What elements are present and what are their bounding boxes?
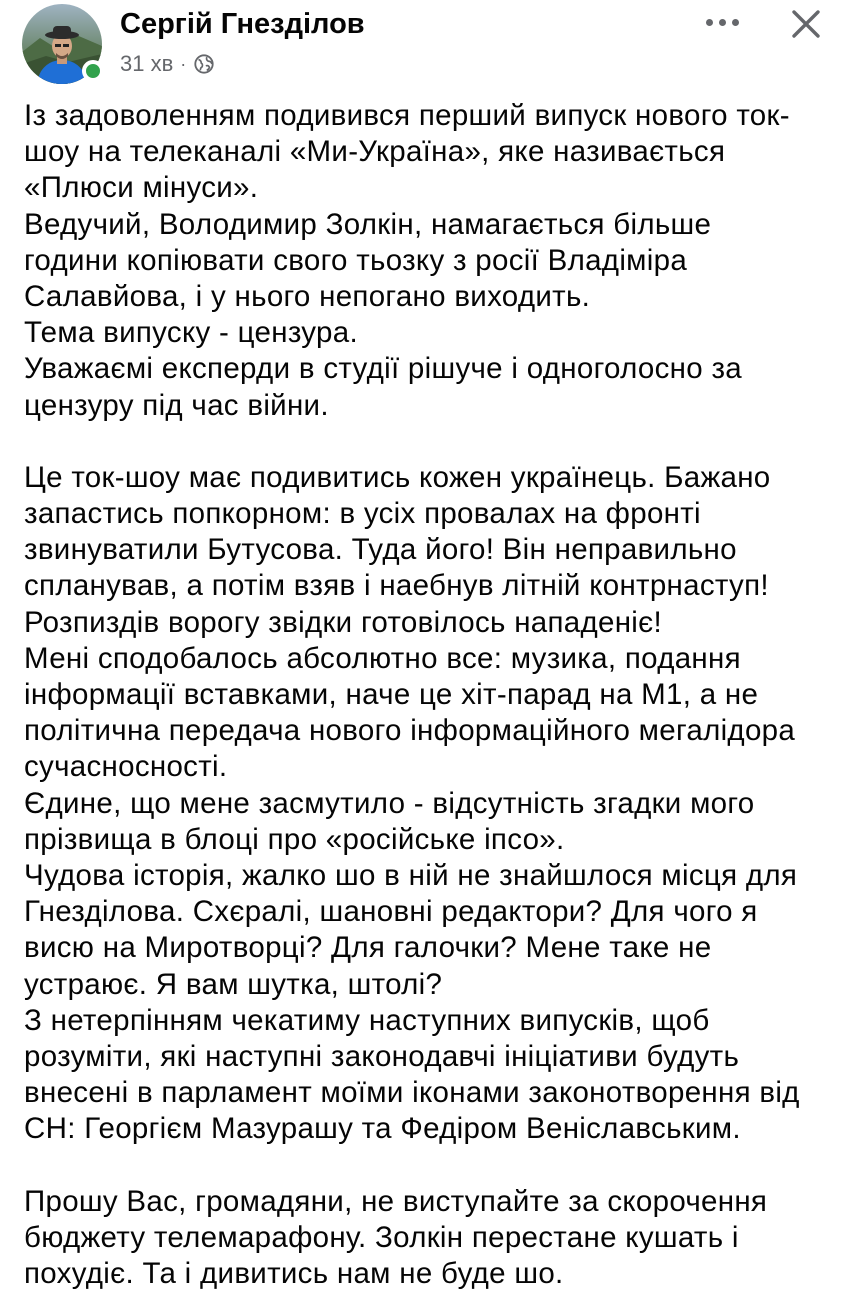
post-meta [120, 50, 215, 78]
post-text-line: Із задоволенням подивився перший випуск нового ток- [24, 99, 790, 132]
post-text-line: Чудова історія, жалко шо в ній не знайшлося місця для [24, 858, 798, 892]
more-options-button[interactable] [700, 8, 744, 36]
post-header [0, 0, 850, 90]
post-text-line: Розпиздів ворогу звідки готовілось нападеніє! [24, 605, 662, 639]
post-text-line: Прошу Вас, громадяни, не виступайте за скорочення [24, 1184, 768, 1218]
post-text-line: похудіє. Та і дивитись нам не буде шо. [24, 1257, 564, 1290]
post-text-line: бюджету телемарафону. Золкін перестане кушать і [24, 1220, 739, 1254]
post-text-line: цензуру під час війни. [24, 388, 329, 422]
post-text-line: політична передача нового інформаційного мегалідора [24, 714, 796, 748]
online-status-indicator [82, 60, 104, 82]
meta-separator: · [180, 53, 187, 74]
post-text-line: години копіювати свого тьозку з росії Владіміра [24, 243, 688, 277]
post-text-line: висю на Миротворці? Для галочки? Мене таке не [24, 931, 712, 965]
post-text-line: Салавйова, і у нього непогано виходить. [24, 279, 591, 313]
globe-icon[interactable] [193, 53, 215, 75]
post-text-line: устраює. Я вам шутка, штолі? [24, 967, 443, 1001]
post-text-line: розуміти, які наступні законодавчі ініціативи будуть [24, 1039, 740, 1073]
post-text-line: звинуватили Бутусова. Туда його! Він неправильно [24, 533, 737, 567]
post-text-line: спланував, а потім взяв і наебнув літній контрнаступ! [24, 569, 769, 603]
post-text-line: інформації вставками, наче це хіт-парад на М1, а не [24, 678, 759, 711]
post-text-line: Гнезділова. Схєралі, шановні редактори? Для чого я [24, 895, 758, 929]
more-horizontal-icon-dot [719, 19, 726, 26]
more-horizontal-icon-dot [706, 19, 713, 26]
post-text-line: прізвища в блоці про «російське іпсо». [24, 822, 565, 856]
post-text-line: Це ток-шоу має подивитись кожен українець. Бажано [24, 460, 771, 494]
post-text-line: запастись попкорном: в усіх провалах на фронті [24, 497, 701, 531]
post-text-line: Ведучий, Володимир Золкін, намагається більше [24, 207, 712, 241]
post-text-line: З нетерпінням чекатиму наступних випусків, щоб [24, 1003, 710, 1037]
close-icon[interactable] [786, 4, 826, 44]
post-text [24, 98, 834, 1292]
post-text-line: Тема випуску - цензура. [24, 316, 358, 350]
post-text-line: Мені сподобалось абсолютно все: музика, подання [24, 641, 741, 675]
post-text-line: внесені в парламент моїми іконами законотворення від [24, 1076, 800, 1110]
post-text-line: Єдине, що мене засмутило - відсутність згадки мого [24, 786, 755, 820]
paragraph-break [24, 1147, 834, 1183]
author-avatar[interactable] [22, 4, 102, 84]
post-text-line: Уважаємі експерди в студії рішуче і одноголосно за [24, 352, 743, 386]
paragraph-break [24, 424, 834, 460]
post-timestamp[interactable]: 31 хв [120, 51, 174, 76]
author-name[interactable]: Сергій Гнезділов [120, 8, 365, 40]
more-horizontal-icon-dot [732, 19, 739, 26]
post-text-line: шоу на телеканалі «Ми-Україна», яке називається [24, 135, 726, 169]
post-text-line: СН: Георгієм Мазурашу та Федіром Веніславським. [24, 1112, 741, 1146]
post-text-line: «Плюси мінуси». [24, 171, 259, 205]
post-text-line: сучасносності. [24, 750, 228, 784]
